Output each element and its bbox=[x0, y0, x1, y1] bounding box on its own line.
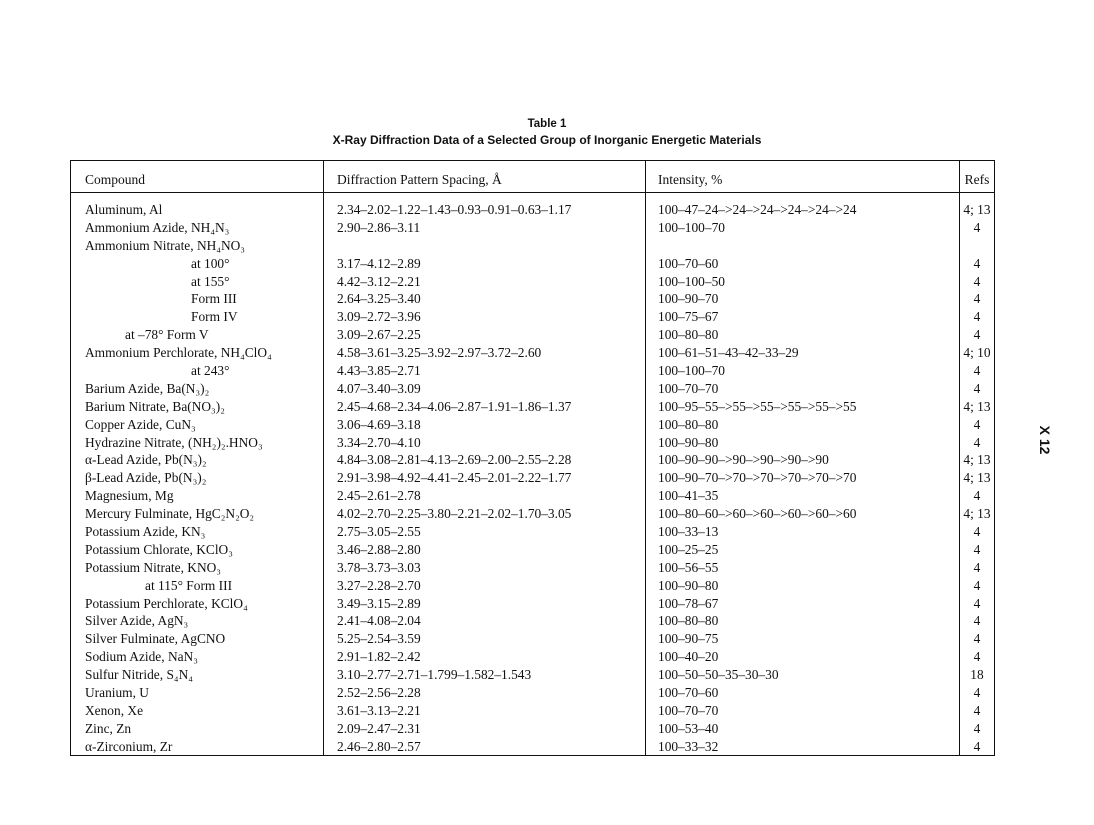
table-row bbox=[71, 362, 994, 380]
compound-cell: Silver Fulminate, AgCNO bbox=[85, 631, 226, 647]
spacing-cell: 4.07–3.40–3.09 bbox=[337, 380, 421, 396]
refs-cell: 4 bbox=[973, 291, 981, 307]
table-row bbox=[71, 720, 994, 738]
intensity-cell: 100–95–55–>55–>55–>55–>55–>55 bbox=[658, 398, 857, 414]
compound-cell: Zinc, Zn bbox=[85, 720, 132, 736]
table-body bbox=[71, 201, 994, 756]
refs-cell: 4 bbox=[973, 631, 981, 647]
table-row bbox=[71, 541, 994, 559]
compound-cell: Uranium, U bbox=[85, 685, 149, 701]
spacing-cell: 2.64–3.25–3.40 bbox=[337, 291, 421, 307]
intensity-cell: 100–70–70 bbox=[658, 702, 719, 718]
spacing-cell: 3.34–2.70–4.10 bbox=[337, 434, 421, 450]
intensity-cell: 100–80–60–>60–>60–>60–>60–>60 bbox=[658, 506, 857, 522]
refs-cell: 4 bbox=[973, 219, 981, 235]
compound-cell: Potassium Perchlorate, KClO₄ bbox=[85, 595, 248, 611]
spacing-cell: 2.91–1.82–2.42 bbox=[337, 649, 421, 665]
table-row bbox=[71, 308, 994, 326]
spacing-cell: 2.09–2.47–2.31 bbox=[337, 720, 421, 736]
spacing-cell: 4.84–3.08–2.81–4.13–2.69–2.00–2.55–2.28 bbox=[337, 452, 572, 468]
intensity-cell: 100–56–55 bbox=[658, 559, 719, 575]
table-number: Table 1 bbox=[527, 118, 567, 130]
spacing-cell: 3.10–2.77–2.71–1.799–1.582–1.543 bbox=[337, 667, 532, 683]
refs-cell: 4 bbox=[973, 488, 981, 504]
header-refs: Refs bbox=[964, 172, 990, 187]
spacing-cell: 2.34–2.02–1.22–1.43–0.93–0.91–0.63–1.17 bbox=[337, 202, 572, 217]
spacing-cell: 2.45–2.61–2.78 bbox=[337, 488, 421, 504]
refs-cell: 4 bbox=[973, 702, 981, 718]
table-row bbox=[71, 684, 994, 702]
compound-cell: β-Lead Azide, Pb(N₃)₂ bbox=[85, 470, 207, 486]
spacing-cell: 4.42–3.12–2.21 bbox=[337, 273, 421, 289]
table-row bbox=[71, 434, 994, 452]
table-row bbox=[71, 487, 994, 505]
spacing-cell: 4.43–3.85–2.71 bbox=[337, 363, 421, 379]
refs-cell: 4 bbox=[973, 309, 981, 325]
refs-cell: 4 bbox=[973, 595, 981, 611]
intensity-cell: 100–90–90–>90–>90–>90–>90 bbox=[658, 452, 829, 468]
intensity-cell: 100–70–60 bbox=[658, 255, 719, 271]
intensity-cell: 100–61–51–43–42–33–29 bbox=[658, 345, 799, 361]
refs-cell: 4 bbox=[973, 327, 981, 343]
compound-cell: Form III bbox=[191, 291, 237, 307]
refs-cell: 4 bbox=[973, 541, 981, 557]
refs-cell: 4 bbox=[973, 577, 981, 593]
table-row bbox=[71, 630, 994, 648]
intensity-cell: 100–80–80 bbox=[658, 327, 719, 343]
table-row bbox=[71, 648, 994, 666]
spacing-cell: 3.09–2.72–3.96 bbox=[337, 309, 421, 325]
spacing-cell: 3.46–2.88–2.80 bbox=[337, 541, 421, 557]
spacing-cell: 2.91–3.98–4.92–4.41–2.45–2.01–2.22–1.77 bbox=[337, 470, 572, 486]
intensity-cell: 100–90–80 bbox=[658, 577, 719, 593]
compound-cell: Form IV bbox=[191, 309, 238, 325]
spacing-cell: 3.61–3.13–2.21 bbox=[337, 702, 421, 718]
refs-cell: 4 bbox=[973, 559, 981, 575]
diffraction-table bbox=[70, 160, 995, 756]
table-row bbox=[71, 451, 994, 469]
intensity-cell: 100–50–50–35–30–30 bbox=[658, 667, 779, 683]
refs-cell: 4 bbox=[973, 255, 981, 271]
intensity-cell: 100–80–80 bbox=[658, 416, 719, 432]
intensity-cell: 100–47–24–>24–>24–>24–>24–>24 bbox=[658, 202, 857, 217]
intensity-cell: 100–33–32 bbox=[658, 738, 719, 754]
table-row bbox=[71, 398, 994, 416]
table-row bbox=[71, 201, 994, 219]
compound-cell: Ammonium Perchlorate, NH₄ClO₄ bbox=[85, 345, 272, 361]
intensity-cell: 100–78–67 bbox=[658, 595, 719, 611]
compound-cell: Aluminum, Al bbox=[85, 202, 163, 217]
compound-cell: Sulfur Nitride, S₄N₄ bbox=[85, 667, 193, 683]
compound-cell: at 115° Form III bbox=[145, 577, 233, 593]
compound-cell: at 100° bbox=[191, 255, 230, 271]
table-row bbox=[71, 577, 994, 595]
refs-cell: 4; 13 bbox=[963, 506, 991, 522]
compound-cell: at 155° bbox=[191, 273, 230, 289]
compound-cell: Potassium Nitrate, KNO₃ bbox=[85, 559, 221, 575]
spacing-cell: 2.46–2.80–2.57 bbox=[337, 738, 421, 754]
compound-cell: α-Zirconium, Zr bbox=[85, 738, 173, 754]
header-spacing: Diffraction Pattern Spacing, Å bbox=[337, 172, 502, 187]
spacing-cell: 2.52–2.56–2.28 bbox=[337, 685, 421, 701]
table-row bbox=[71, 666, 994, 684]
spacing-cell: 2.90–2.86–3.11 bbox=[337, 219, 421, 235]
refs-cell: 4; 13 bbox=[963, 452, 991, 468]
spacing-cell: 2.41–4.08–2.04 bbox=[337, 613, 421, 629]
table-row bbox=[71, 469, 994, 487]
refs-cell: 4; 13 bbox=[963, 470, 991, 486]
intensity-cell: 100–80–80 bbox=[658, 613, 719, 629]
table-row bbox=[71, 523, 994, 541]
intensity-cell: 100–90–70 bbox=[658, 291, 719, 307]
spacing-cell: 2.45–4.68–2.34–4.06–2.87–1.91–1.86–1.37 bbox=[337, 398, 572, 414]
compound-cell: Barium Nitrate, Ba(NO₃)₂ bbox=[85, 398, 225, 414]
table-row bbox=[71, 738, 994, 756]
table-row bbox=[71, 702, 994, 720]
refs-cell: 4 bbox=[973, 720, 981, 736]
intensity-cell: 100–90–80 bbox=[658, 434, 719, 450]
spacing-cell: 3.78–3.73–3.03 bbox=[337, 559, 421, 575]
table-row bbox=[71, 326, 994, 344]
refs-cell: 4 bbox=[973, 273, 981, 289]
compound-cell: Xenon, Xe bbox=[85, 702, 144, 718]
compound-cell: Ammonium Nitrate, NH₄NO₃ bbox=[85, 237, 245, 253]
compound-cell: Copper Azide, CuN₃ bbox=[85, 416, 196, 432]
refs-cell: 4; 13 bbox=[963, 398, 991, 414]
intensity-cell: 100–25–25 bbox=[658, 541, 719, 557]
table-row bbox=[71, 416, 994, 434]
compound-cell: Sodium Azide, NaN₃ bbox=[85, 649, 198, 665]
intensity-cell: 100–90–70–>70–>70–>70–>70–>70 bbox=[658, 470, 857, 486]
refs-cell: 4 bbox=[973, 434, 981, 450]
refs-cell: 4 bbox=[973, 685, 981, 701]
table-row bbox=[71, 290, 994, 308]
spacing-cell: 3.09–2.67–2.25 bbox=[337, 327, 421, 343]
refs-cell: 4; 13 bbox=[963, 202, 991, 217]
compound-cell: Silver Azide, AgN₃ bbox=[85, 613, 189, 629]
table-row bbox=[71, 255, 994, 273]
refs-cell: 4 bbox=[973, 380, 981, 396]
spacing-cell: 4.02–2.70–2.25–3.80–2.21–2.02–1.70–3.05 bbox=[337, 506, 572, 522]
intensity-cell: 100–41–35 bbox=[658, 488, 719, 504]
table-row bbox=[71, 344, 994, 362]
compound-cell: Potassium Chlorate, KClO₃ bbox=[85, 541, 233, 557]
intensity-cell: 100–75–67 bbox=[658, 309, 719, 325]
table-row bbox=[71, 219, 994, 237]
spacing-cell: 3.49–3.15–2.89 bbox=[337, 595, 421, 611]
intensity-cell: 100–70–70 bbox=[658, 380, 719, 396]
table-row bbox=[71, 273, 994, 291]
spacing-cell: 3.27–2.28–2.70 bbox=[337, 577, 421, 593]
page-label: X 12 bbox=[1037, 425, 1053, 455]
table-row bbox=[71, 612, 994, 630]
spacing-cell: 4.58–3.61–3.25–3.92–2.97–3.72–2.60 bbox=[337, 345, 542, 361]
refs-cell: 4 bbox=[973, 363, 981, 379]
header-divider bbox=[71, 192, 994, 193]
compound-cell: Magnesium, Mg bbox=[85, 488, 174, 504]
intensity-cell: 100–100–70 bbox=[658, 363, 725, 379]
intensity-cell: 100–90–75 bbox=[658, 631, 719, 647]
intensity-cell: 100–33–13 bbox=[658, 524, 719, 540]
refs-cell: 4 bbox=[973, 416, 981, 432]
table-row bbox=[71, 595, 994, 613]
compound-cell: Ammonium Azide, NH₄N₃ bbox=[85, 219, 230, 235]
table-title: X-Ray Diffraction Data of a Selected Group of Inorganic Energetic Materials bbox=[332, 133, 762, 147]
compound-cell: Hydrazine Nitrate, (NH₂)₂.HNO₃ bbox=[85, 434, 263, 450]
header-intensity: Intensity, % bbox=[658, 172, 723, 187]
compound-cell: at 243° bbox=[191, 363, 230, 379]
spacing-cell: 5.25–2.54–3.59 bbox=[337, 631, 421, 647]
spacing-cell: 2.75–3.05–2.55 bbox=[337, 524, 421, 540]
intensity-cell: 100–40–20 bbox=[658, 649, 719, 665]
spacing-cell: 3.17–4.12–2.89 bbox=[337, 255, 421, 271]
refs-cell: 4 bbox=[973, 524, 981, 540]
spacing-cell: 3.06–4.69–3.18 bbox=[337, 416, 421, 432]
intensity-cell: 100–100–70 bbox=[658, 219, 725, 235]
refs-cell: 18 bbox=[970, 667, 984, 683]
intensity-cell: 100–53–40 bbox=[658, 720, 719, 736]
table-row bbox=[71, 380, 994, 398]
intensity-cell: 100–70–60 bbox=[658, 685, 719, 701]
compound-cell: Barium Azide, Ba(N₃)₂ bbox=[85, 380, 210, 396]
compound-cell: α-Lead Azide, Pb(N₃)₂ bbox=[85, 452, 207, 468]
refs-cell: 4 bbox=[973, 738, 981, 754]
compound-cell: Potassium Azide, KN₃ bbox=[85, 524, 206, 540]
compound-cell: Mercury Fulminate, HgC₂N₂O₂ bbox=[85, 506, 255, 522]
table-row bbox=[71, 505, 994, 523]
refs-cell: 4 bbox=[973, 649, 981, 665]
refs-cell: 4; 10 bbox=[963, 345, 991, 361]
header-compound: Compound bbox=[85, 172, 146, 187]
compound-cell: at –78° Form V bbox=[125, 327, 209, 343]
table-row bbox=[71, 237, 994, 255]
table-caption bbox=[0, 116, 1094, 148]
intensity-cell: 100–100–50 bbox=[658, 273, 725, 289]
refs-cell: 4 bbox=[973, 613, 981, 629]
table-row bbox=[71, 559, 994, 577]
